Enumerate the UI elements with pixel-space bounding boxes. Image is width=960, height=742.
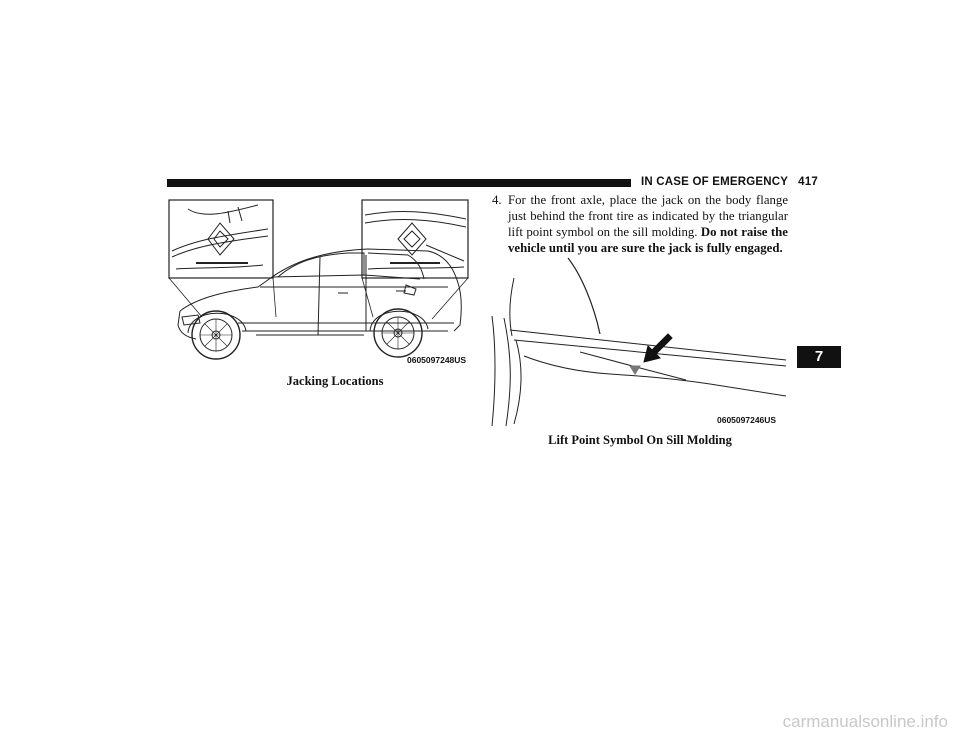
jacking-locations-illustration	[168, 199, 473, 369]
step-number: 4.	[492, 193, 502, 207]
step-body: For the front axle, place the jack on the body flange just behind the front tire as indicated by the triangular lift point symbol on the sill molding.	[508, 193, 788, 239]
chapter-tab: 7	[797, 346, 841, 368]
lift-point-figure	[490, 256, 790, 428]
instruction-step	[492, 192, 788, 256]
lift-point-illustration	[490, 256, 790, 428]
figure-code: 0605097246US	[717, 415, 777, 425]
figure-caption: Lift Point Symbol On Sill Molding	[548, 433, 732, 447]
page-number: 417	[798, 176, 818, 188]
header-rule	[167, 179, 631, 187]
step-text	[492, 192, 788, 256]
step-warning: Do not raise the vehicle until you are sure the jack is fully engaged.	[508, 225, 788, 255]
figure-code: 0605097248US	[407, 355, 467, 365]
jacking-locations-figure	[168, 199, 473, 369]
running-header	[641, 176, 818, 188]
section-title: IN CASE OF EMERGENCY	[641, 176, 789, 188]
figure-caption: Jacking Locations	[286, 374, 384, 388]
watermark-footer: carmanualsonline.info	[782, 712, 948, 731]
